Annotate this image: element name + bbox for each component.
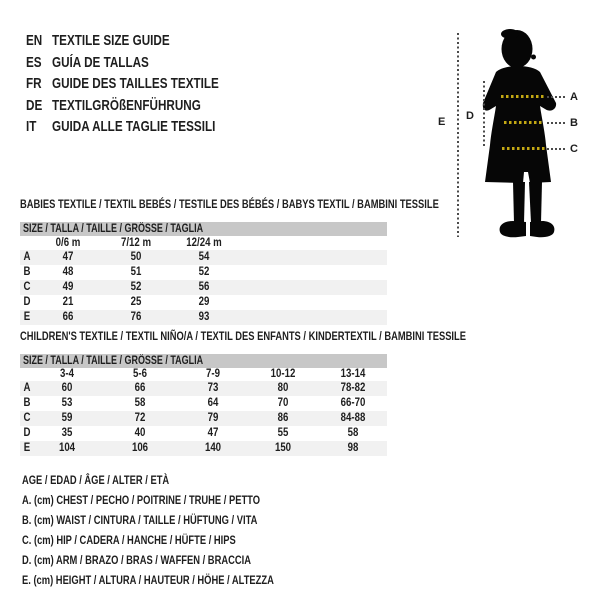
cell: 84-88 xyxy=(340,412,366,424)
cell: 66 xyxy=(62,311,74,323)
cell: 106 xyxy=(131,442,149,454)
cell: 49 xyxy=(62,281,74,293)
table-row xyxy=(20,295,387,310)
cell: 58 xyxy=(347,427,359,439)
row-label: B xyxy=(23,266,31,278)
title-block xyxy=(26,30,266,138)
babies-section-heading: BABIES TEXTILE / TEXTIL BEBÉS / TESTILE DES BÉBÉS / BABYS TEXTIL / BAMBINI TESSILE xyxy=(20,197,439,211)
cell: 47 xyxy=(207,427,219,439)
cell: 79 xyxy=(207,412,219,424)
table-row xyxy=(20,250,387,265)
cell: 53 xyxy=(61,397,73,409)
table-row xyxy=(20,396,387,411)
cell: 54 xyxy=(198,251,210,263)
measure-letter-c: C xyxy=(570,143,578,155)
column-header: 7-9 xyxy=(206,368,220,380)
legend-line-age: AGE / EDAD / ÂGE / ALTER / ETÀ xyxy=(22,473,170,487)
table-row xyxy=(20,310,387,325)
legend-line-waist: B. (cm) WAIST / CINTURA / TAILLE / HÜFTUNG / VITA xyxy=(22,513,258,527)
title-text: TEXTILE SIZE GUIDE xyxy=(52,32,170,49)
table-row xyxy=(20,441,387,456)
table-row xyxy=(20,411,387,426)
hip-measure-line-c xyxy=(502,147,546,150)
measure-letter-b: B xyxy=(570,117,578,129)
waist-guide-line-b xyxy=(547,122,567,124)
table-row xyxy=(20,381,387,396)
title-text: GUÍA DE TALLAS xyxy=(52,53,149,71)
legend-line-hip: C. (cm) HIP / CADERA / HANCHE / HÜFTE / HIPS xyxy=(22,533,236,547)
measurement-legend xyxy=(22,470,345,590)
cell: 29 xyxy=(198,296,210,308)
row-label: A xyxy=(23,251,31,263)
row-label: D xyxy=(23,296,31,308)
chest-guide-line-a xyxy=(547,96,567,98)
chest-measure-line-a xyxy=(501,95,545,98)
title-line-de xyxy=(26,95,266,117)
measure-letter-a: A xyxy=(570,91,578,103)
column-header: 7/12 m xyxy=(120,237,152,249)
measure-letter-e: E xyxy=(438,116,446,128)
table-row xyxy=(20,426,387,441)
cell: 48 xyxy=(62,266,74,278)
cell: 70 xyxy=(277,397,289,409)
cell: 35 xyxy=(61,427,73,439)
children-section-heading: CHILDREN'S TEXTILE / TEXTIL NIÑO/A / TEXTIL DES ENFANTS / KINDERTEXTIL / BAMBINI TESSILE xyxy=(20,329,467,343)
lang-code: DE xyxy=(26,96,43,114)
title-line-it xyxy=(26,116,266,138)
measure-letter-d: D xyxy=(466,110,474,122)
cell: 93 xyxy=(198,311,210,323)
column-header: 12/24 m xyxy=(186,237,222,249)
row-label: B xyxy=(23,397,31,409)
cell: 56 xyxy=(198,281,210,293)
column-header: 3-4 xyxy=(60,368,74,380)
cell: 73 xyxy=(207,382,219,394)
cell: 80 xyxy=(277,382,289,394)
title-text: GUIDE DES TAILLES TEXTILE xyxy=(52,75,219,92)
legend-line-arm: D. (cm) ARM / BRAZO / BRAS / WAFFEN / BRACCIA xyxy=(22,553,251,567)
cell: 76 xyxy=(130,311,142,323)
cell: 51 xyxy=(130,266,142,278)
cell: 52 xyxy=(130,281,142,293)
cell: 52 xyxy=(198,266,210,278)
babies-size-table xyxy=(20,237,387,325)
cell: 40 xyxy=(134,427,146,439)
column-header: 0/6 m xyxy=(55,237,81,249)
cell: 21 xyxy=(62,296,74,308)
cell: 78-82 xyxy=(340,382,366,394)
cell: 64 xyxy=(207,397,219,409)
row-label: A xyxy=(23,382,31,394)
lang-code: FR xyxy=(26,75,42,92)
cell: 50 xyxy=(130,251,142,263)
cell: 60 xyxy=(61,382,73,394)
cell: 140 xyxy=(204,442,222,454)
babies-size-bar: SIZE / TALLA / TAILLE / GRÖSSE / TAGLIA xyxy=(20,222,387,236)
cell: 47 xyxy=(62,251,74,263)
arm-measure-line-d xyxy=(483,81,485,148)
table-row xyxy=(20,265,387,280)
table-header-row xyxy=(20,237,387,250)
column-header: 10-12 xyxy=(270,368,296,380)
cell: 55 xyxy=(277,427,289,439)
column-header: 5-6 xyxy=(133,368,147,380)
cell: 25 xyxy=(130,296,142,308)
cell: 72 xyxy=(134,412,146,424)
cell: 86 xyxy=(277,412,289,424)
row-label: C xyxy=(23,281,31,293)
row-label: E xyxy=(23,442,31,454)
cell: 104 xyxy=(58,442,76,454)
title-line-en xyxy=(26,30,266,52)
column-header: 13-14 xyxy=(340,368,366,380)
table-row xyxy=(20,280,387,295)
cell: 59 xyxy=(61,412,73,424)
row-label: E xyxy=(23,311,31,323)
legend-line-chest: A. (cm) CHEST / PECHO / POITRINE / TRUHE / PETTO xyxy=(22,493,261,507)
cell: 66 xyxy=(134,382,146,394)
lang-code: IT xyxy=(26,118,37,135)
row-label: C xyxy=(23,412,31,424)
cell: 66-70 xyxy=(340,397,366,409)
cell: 150 xyxy=(274,442,292,454)
hip-guide-line-c xyxy=(547,148,567,150)
title-line-es xyxy=(26,52,266,74)
cell: 98 xyxy=(347,442,359,454)
cell: 58 xyxy=(134,397,146,409)
lang-code: ES xyxy=(26,53,42,71)
waist-measure-line-b xyxy=(504,121,542,124)
lang-code: EN xyxy=(26,32,43,49)
children-size-bar: SIZE / TALLA / TAILLE / GRÖSSE / TAGLIA xyxy=(20,354,387,368)
table-header-row xyxy=(20,368,387,381)
title-text: GUIDA ALLE TAGLIE TESSILI xyxy=(52,118,216,135)
title-text: TEXTILGRÖßENFÜHRUNG xyxy=(52,96,201,114)
children-size-table xyxy=(20,368,387,456)
legend-line-height: E. (cm) HEIGHT / ALTURA / HAUTEUR / HÖHE / ALTEZZA xyxy=(22,573,274,587)
row-label: D xyxy=(23,427,31,439)
title-line-fr xyxy=(26,73,266,95)
